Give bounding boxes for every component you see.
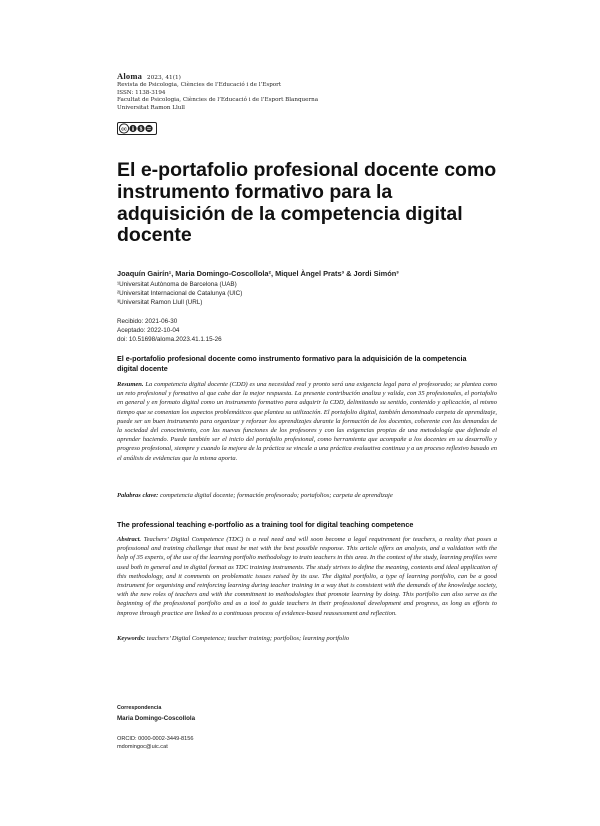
spanish-abstract-label: Resumen.: [117, 381, 144, 388]
spanish-abstract-text: La competencia digital docente (CDD) es una necesidad real y pronto será una exigencia legal para el profesorado; se plantea como un reto profesional y formativo al que cabe dar la mejor respuesta. La presente contribución analiza y valida, con 35 profesionales, el portafolio en general y en formato digital como un instrumento formativo para adquirir la CDD, delimitando su sentido, contenido y aplicación, al mismo tiempo que se comentan los aspectos problemáticos que plantea su utilización. El portafolio digital, también denominado carpeta de aprendizaje, puede ser un buen instrumento para organizar y reforzar los aprendizajes durante la formación de los docentes, coherente con las demandas de la sociedad del conocimiento, con las nuevas funciones de los profesores y con las exigencias propias de una metodología que defienda el aprender haciendo. Puede también ser el inicio del portafolio profesional, como herramienta que acompañe a los docentes en su desarrollo y progreso profesional, siempre y cuando la mejora de la práctica se vincule a una práctica evaluativa continua y a un proceso reflexivo basado en el análisis de evidencias que la misma aporta.: [117, 381, 497, 462]
journal-university: Universitat Ramon Llull: [117, 104, 185, 111]
cc-license-badge[interactable]: [117, 122, 157, 135]
affiliation-1: ¹Universitat Autònoma de Barcelona (UAB): [117, 281, 237, 288]
spanish-keywords-label: Palabras clave:: [117, 492, 159, 499]
cc-icon: [119, 124, 128, 133]
journal-subtitle: Revista de Psicologia, Ciències de l’Educació i de l’Esport: [117, 82, 282, 89]
spanish-keywords-text: competencia digital docente; formación profesorado; portafolios; carpeta de aprendizaje: [159, 492, 393, 499]
correspondence-email[interactable]: mdomingoc@uic.cat: [117, 744, 168, 750]
correspondence-block: [117, 705, 195, 750]
journal-header: [117, 73, 318, 112]
spanish-abstract: [117, 380, 497, 463]
english-abstract-text: Teachers’ Digital Competence (TDC) is a real need and will soon become a legal requirement for teachers, a reality that poses a professional and training challenge that must be met with the best possible response. This article offers an analysis, and a validation with the help of 35 experts, of the use of the learning portfolio methodology to train teachers in this area. In the context of the study, learning profiles were used both in general and in digital format as TDC training instruments. The study strives to define the meaning, contents and ideal application of this methodology, and it comments on problematic issues raised by its use. The digital portfolio, a type of learning portfolio, can be a good instrument for organising and reinforcing learning during teacher training in a way that is consistent with the demands of the knowledge society, with the new roles of teachers and with the commitment to methodologies that promote learning by doing. This portfolio can also serve as the beginning of the professional portfolio and as a tool to guide teachers in their professional development and progress, as long as efforts to improve through practice are linked to a continuous process of evidence-based reassessment and reflection.: [117, 536, 498, 617]
english-keywords-text: teachers’ Digital Competence; teacher training; portfolios; learning portfolio: [146, 635, 350, 642]
svg-text:$: $: [139, 126, 143, 133]
affiliations: [117, 280, 242, 307]
journal-brand: Aloma: [117, 71, 143, 81]
english-keywords-label: Keywords:: [117, 635, 146, 642]
english-abstract-label: Abstract.: [117, 536, 142, 543]
affiliation-2: ²Universitat Internacional de Catalunya (UIC): [117, 290, 243, 297]
article-title: El e-portafolio profesional docente como instrumento formativo para la adquisición de la competencia digital docente: [117, 159, 497, 247]
journal-issn: ISSN: 1138-3194: [117, 89, 166, 96]
article-dates: [117, 317, 222, 345]
correspondence-orcid[interactable]: ORCID: 0000-0002-3449-8156: [117, 736, 194, 742]
spanish-title: El e-portafolio profesional docente como instrumento formativo para la adquisición de la competencia digital docente: [117, 354, 467, 374]
english-keywords: [117, 634, 497, 643]
author-list: Joaquín Gairín¹, Maria Domingo-Coscollola², Miquel Àngel Prats³ & Jordi Simón³: [117, 269, 399, 278]
spanish-keywords: [117, 491, 497, 500]
received-date: Recibido: 2021-06-30: [117, 318, 178, 325]
correspondence-name: Maria Domingo-Coscollola: [117, 715, 196, 722]
journal-volume: 2023, 41(1): [146, 75, 181, 81]
correspondence-label: Correspondencia: [117, 705, 162, 711]
affiliation-3: ³Universitat Ramon Llull (URL): [117, 299, 203, 306]
svg-text:cc: cc: [121, 126, 127, 133]
english-abstract: [117, 535, 497, 618]
doi-link[interactable]: doi: 10.51698/aloma.2023.41.1.15-26: [117, 336, 222, 344]
nd-icon: [145, 125, 152, 132]
by-icon: [129, 125, 136, 132]
english-title: The professional teaching e-portfolio as a training tool for digital teaching competence: [117, 520, 414, 529]
accepted-date: Aceptado: 2022-10-04: [117, 327, 180, 335]
journal-faculty: Facultat de Psicologia, Ciències de l’Educació i de l’Esport Blanquerna: [117, 97, 319, 104]
